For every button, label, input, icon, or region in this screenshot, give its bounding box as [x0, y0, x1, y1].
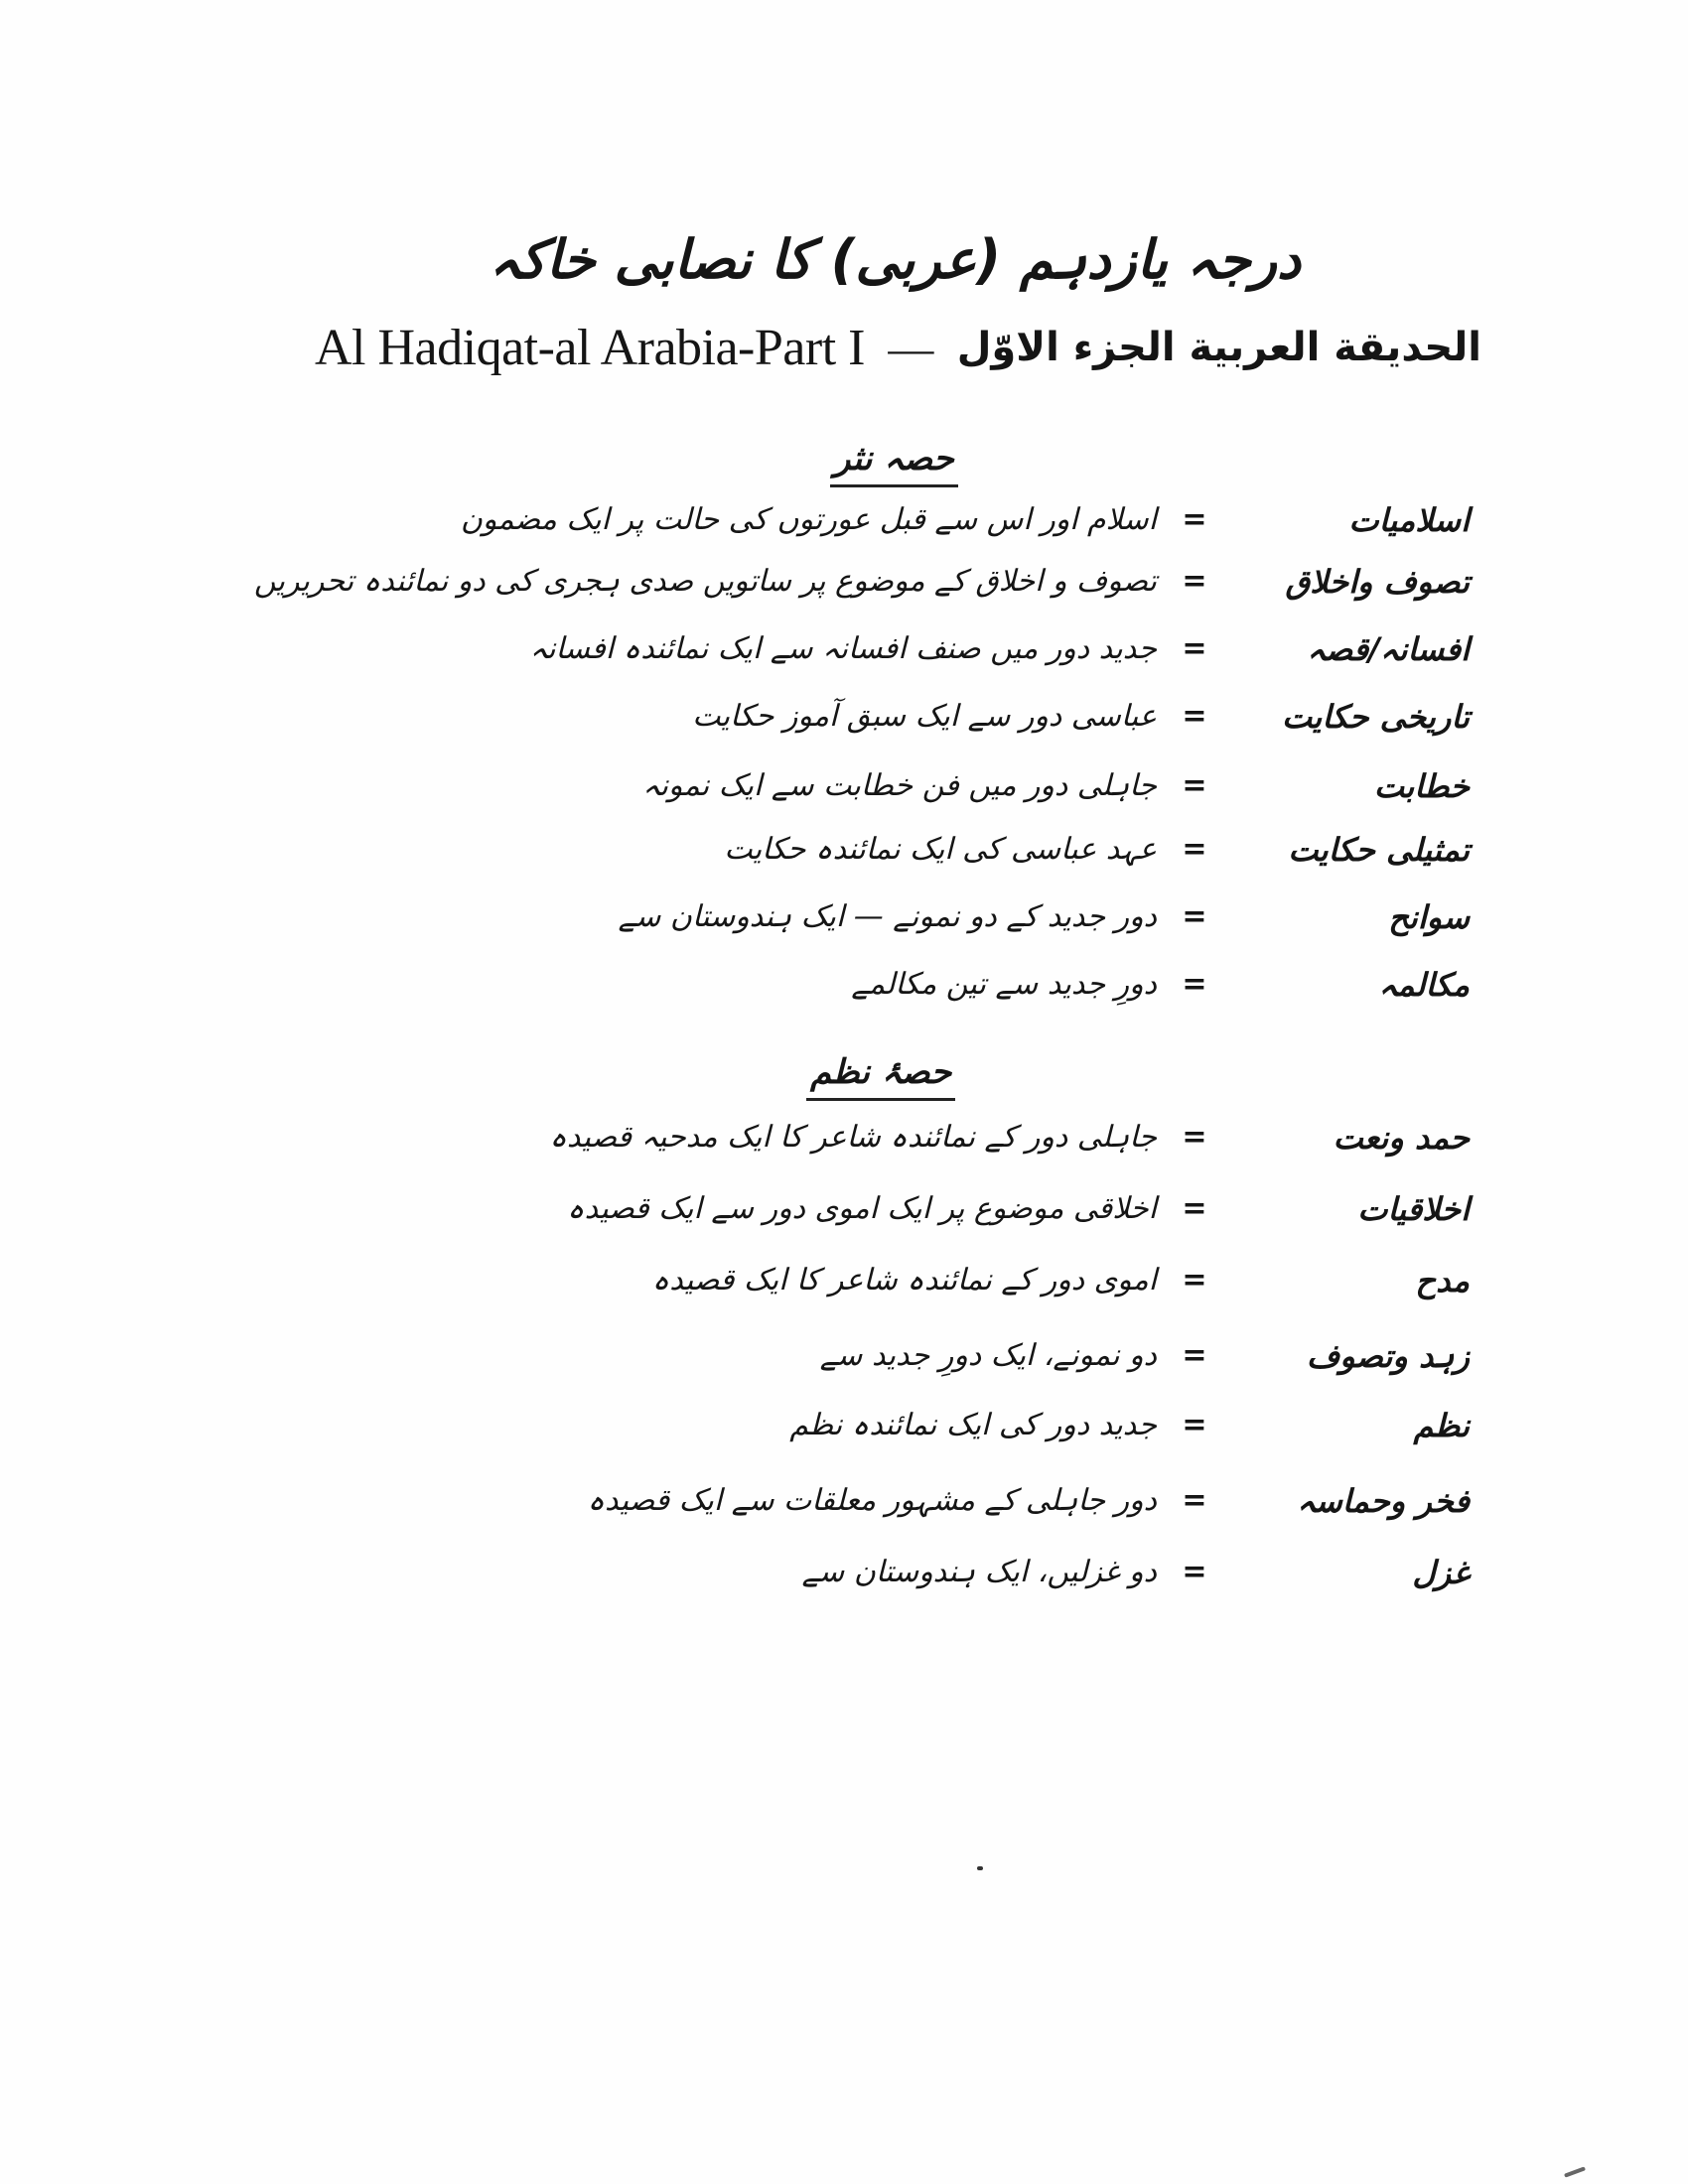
subtitle-dash: —: [888, 322, 934, 373]
row-separator: =: [1182, 1555, 1207, 1589]
row-value: دور جاہلی کے مشہور معلقات سے ایک قصیدہ: [587, 1483, 1157, 1518]
page-title: درجہ یازدہم (عربی) کا نصابی خاکہ: [489, 228, 1301, 291]
row-separator: =: [1182, 1338, 1207, 1373]
row-label: حمد ونعت: [1333, 1119, 1470, 1157]
row-separator: =: [1182, 1483, 1207, 1518]
syllabus-row: [0, 1251, 1688, 1310]
row-value: دور جدید کے دو نمونے — ایک ہندوستان سے: [618, 899, 1157, 934]
syllabus-row: [0, 820, 1688, 880]
syllabus-row: [0, 1396, 1688, 1455]
row-label: فخر وحماسہ: [1297, 1482, 1470, 1520]
row-value: دورِ جدید سے تین مکالمے: [851, 967, 1157, 1002]
row-separator: =: [1182, 564, 1207, 599]
row-value: اسلام اور اس سے قبل عورتوں کی حالت پر ایک مضمون: [460, 502, 1157, 537]
row-label: مکالمہ: [1378, 966, 1470, 1004]
row-separator: =: [1182, 699, 1207, 734]
row-value: دو نمونے، ایک دورِ جدید سے: [819, 1338, 1157, 1373]
row-value: اخلاقی موضوع پر ایک اموی دور سے ایک قصیدہ: [567, 1191, 1157, 1226]
syllabus-row: [0, 756, 1688, 816]
scan-speck: [977, 1866, 983, 1870]
row-label: اسلامیات: [1348, 501, 1470, 539]
row-separator: =: [1182, 1191, 1207, 1226]
row-separator: =: [1182, 502, 1207, 537]
subtitle-arabic: الحديقة العربية الجزء الاوّل: [956, 325, 1481, 370]
row-label: تاریخی حکایت: [1281, 698, 1470, 736]
syllabus-row: [0, 1108, 1688, 1167]
row-value: تصوف و اخلاق کے موضوع پر ساتویں صدی ہجری کی دو نمائندہ تحریریں: [253, 564, 1157, 599]
row-value: جاہلی دور میں فن خطابت سے ایک نمونہ: [642, 768, 1157, 803]
row-value: جدید دور کی ایک نمائندہ نظم: [789, 1408, 1157, 1442]
row-value: عباسی دور سے ایک سبق آموز حکایت: [692, 699, 1157, 734]
row-value: جاہلی دور کے نمائندہ شاعر کا ایک مدحیہ قصیدہ: [549, 1120, 1157, 1155]
row-label: افسانہ/قصہ: [1307, 630, 1470, 668]
syllabus-row: [0, 1543, 1688, 1602]
syllabus-row: [0, 490, 1688, 550]
row-label: تصوف واخلاق: [1285, 563, 1470, 601]
book-subtitle: [315, 316, 1481, 379]
syllabus-row: [0, 887, 1688, 947]
row-label: غزل: [1412, 1554, 1470, 1591]
row-value: اموی دور کے نمائندہ شاعر کا ایک قصیدہ: [651, 1263, 1157, 1297]
row-label: خطابت: [1373, 767, 1470, 805]
row-label: مدح: [1415, 1262, 1470, 1299]
syllabus-row: [0, 619, 1688, 679]
row-value: جدید دور میں صنف افسانہ سے ایک نمائندہ افسانہ: [529, 631, 1157, 666]
row-separator: =: [1182, 832, 1207, 867]
scan-mark: [1564, 2166, 1586, 2177]
row-separator: =: [1182, 1408, 1207, 1442]
section-heading-prose: حصہ نثر: [830, 437, 958, 487]
row-label: اخلاقیات: [1357, 1190, 1470, 1228]
syllabus-row: [0, 955, 1688, 1015]
syllabus-row: [0, 1179, 1688, 1239]
row-value: دو غزلیں، ایک ہندوستان سے: [801, 1555, 1157, 1589]
syllabus-row: [0, 1326, 1688, 1386]
subtitle-english: Al Hadiqat-al Arabia-Part I: [315, 319, 865, 376]
row-label: زہد وتصوف: [1307, 1337, 1470, 1375]
row-separator: =: [1182, 631, 1207, 666]
row-label: نظم: [1413, 1407, 1470, 1444]
section-heading-poetry: حصۂ نظم: [806, 1050, 955, 1101]
row-separator: =: [1182, 1263, 1207, 1297]
row-label: تمثیلی حکایت: [1288, 831, 1470, 869]
row-label: سوانح: [1388, 898, 1470, 936]
syllabus-row: [0, 1471, 1688, 1531]
row-separator: =: [1182, 967, 1207, 1002]
row-separator: =: [1182, 1120, 1207, 1155]
row-separator: =: [1182, 899, 1207, 934]
syllabus-row: [0, 552, 1688, 612]
syllabus-row: [0, 687, 1688, 747]
row-separator: =: [1182, 768, 1207, 803]
row-value: عہد عباسی کی ایک نمائندہ حکایت: [724, 832, 1157, 867]
